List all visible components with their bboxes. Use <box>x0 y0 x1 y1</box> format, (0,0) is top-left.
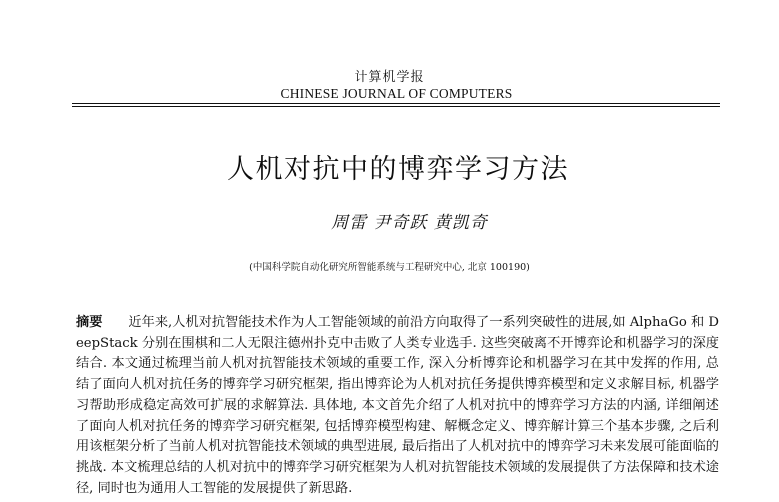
header-rule-thick <box>72 103 720 104</box>
paper-authors: 周雷 尹奇跃 黄凯奇 <box>331 213 488 233</box>
abstract-text: 近年来,人机对抗智能技术作为人工智能领域的前沿方向取得了一系列突破性的进展,如 AlphaGo 和 DeepStack 分别在围棋和二人无限注德州扑克中击败了人类专业选手. 这些突破离不开博弈论和机器学习的深度结合. 本文通过梳理当前人机对抗智能技术领域的重要工作, 深入分析博弈论和机器学习在其中发挥的作用, 总结了面向人机对抗任务的博弈学习研究框架, 指出博弈论为人机对抗任务提供博弈模型和定义求解目标, 机器学习帮助形成稳定高效可扩展的求解算法. 具体地, 本文首先介绍了人机对抗中的博弈学习方法的内涵, 详细阐述了面向人机对抗任务的博弈学习研究框架, 包括博弈模型构建、解概念定义、博弈解计算三个基本步骤, 之后利用该框架分析了当前人机对抗智能技术领域的典型进展, 最后指出了人机对抗中的博弈学习未来发展可能面临的挑战. 本文梳理总结的人机对抗中的博弈学习研究框架为人机对抗智能技术领域的发展提供了方法保障和技术途径, 同时也为通用人工智能的发展提供了新思路. <box>76 315 719 496</box>
abstract-label: 摘要 <box>76 315 103 330</box>
paper-title: 人机对抗中的博弈学习方法 <box>227 154 569 185</box>
abstract-block <box>76 313 719 499</box>
journal-name-chinese: 计算机学报 <box>354 70 425 85</box>
header-rule-thin <box>72 106 720 107</box>
paper-affiliation: (中国科学院自动化研究所智能系统与工程研究中心, 北京 100190) <box>249 262 530 273</box>
journal-name-english: CHINESE JOURNAL OF COMPUTERS <box>280 86 513 101</box>
